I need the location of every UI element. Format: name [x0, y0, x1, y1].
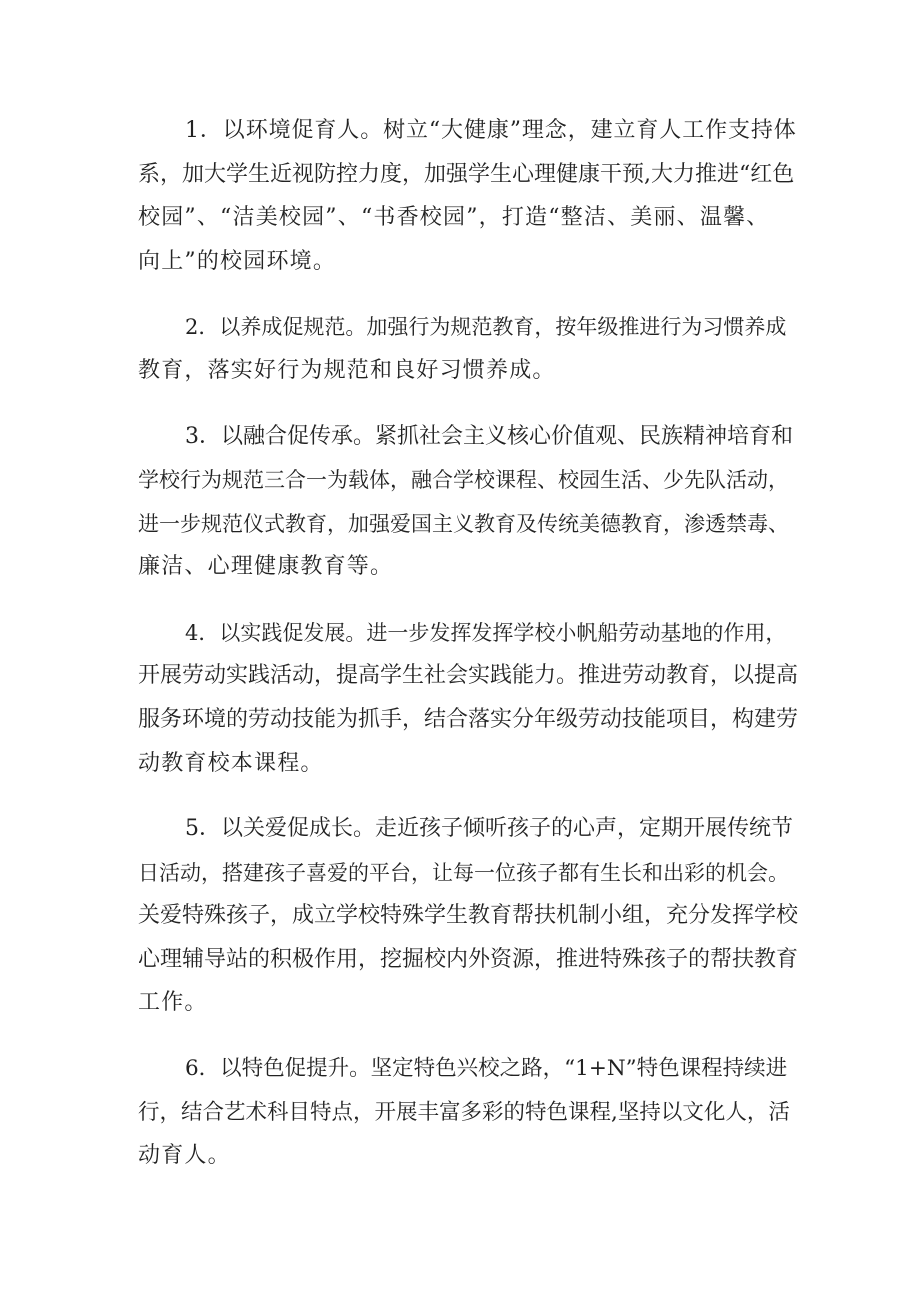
- paragraph-1-line-4: 向上”的校园环境。: [138, 249, 337, 274]
- paragraph-3-line-3: 进一步规范仪式教育，加强爱国主义教育及传统美德教育，渗透禁毒、: [138, 512, 789, 536]
- paragraph-3-line-4: 廉洁、心理健康教育等。: [138, 554, 394, 579]
- paragraph-5-line-4: 心理辅导站的积极作用，挖掘校内外资源，推进特殊孩子的帮扶教育: [138, 947, 799, 972]
- paragraph-5-line-1: 5．以关爱促成长。走近孩子倾听孩子的心声，定期开展传统节: [185, 816, 793, 841]
- paragraph-5-line-3: 关爱特殊孩子，成立学校特殊学生教育帮扶机制小组，充分发挥学校: [138, 903, 799, 928]
- paragraph-4-line-3: 服务环境的劳动技能为抓手，结合落实分年级劳动技能项目，构建劳: [138, 707, 799, 732]
- paragraph-4-line-1: 4．以实践促发展。进一步发挥发挥学校小帆船劳动基地的作用，: [185, 621, 787, 645]
- paragraph-2-line-1: 2．以养成促规范。加强行为规范教育，按年级推进行为习惯养成: [185, 315, 787, 339]
- paragraph-1-line-2: 系，加大学生近视防控力度，加强学生心理健康干预,大力推进“红色: [138, 162, 795, 187]
- paragraph-3-line-1: 3．以融合促传承。紧抓社会主义核心价值观、民族精神培育和: [185, 424, 793, 449]
- paragraph-5-line-2: 日活动，搭建孩子喜爱的平台，让每一位孩子都有生长和出彩的机会。: [138, 861, 789, 885]
- paragraph-1-line-3: 校园”、“洁美校园”、“书香校园”，打造“整洁、美丽、温馨、: [138, 205, 770, 230]
- paragraph-6-line-2: 行，结合艺术科目特点，开展丰富多彩的特色课程,坚持以文化人，活: [138, 1100, 790, 1125]
- paragraph-4-line-4: 动教育校本课程。: [138, 751, 324, 776]
- paragraph-6-line-3: 动育人。: [138, 1143, 231, 1168]
- paragraph-3-line-2: 学校行为规范三合一为载体，融合学校课程、校园生活、少先队活动，: [138, 468, 789, 492]
- paragraph-6-line-1: 6．以特色促提升。坚定特色兴校之路，“1+N”特色课程持续进: [185, 1056, 788, 1081]
- paragraph-5-line-5: 工作。: [138, 990, 208, 1015]
- paragraph-2-line-2: 教育，落实好行为规范和良好习惯养成。: [138, 358, 556, 383]
- paragraph-4-line-2: 开展劳动实践活动，提高学生社会实践能力。推进劳动教育，以提高: [138, 663, 799, 688]
- paragraph-1-line-1: 1．以环境促育人。树立“大健康”理念，建立育人工作支持体: [185, 118, 797, 143]
